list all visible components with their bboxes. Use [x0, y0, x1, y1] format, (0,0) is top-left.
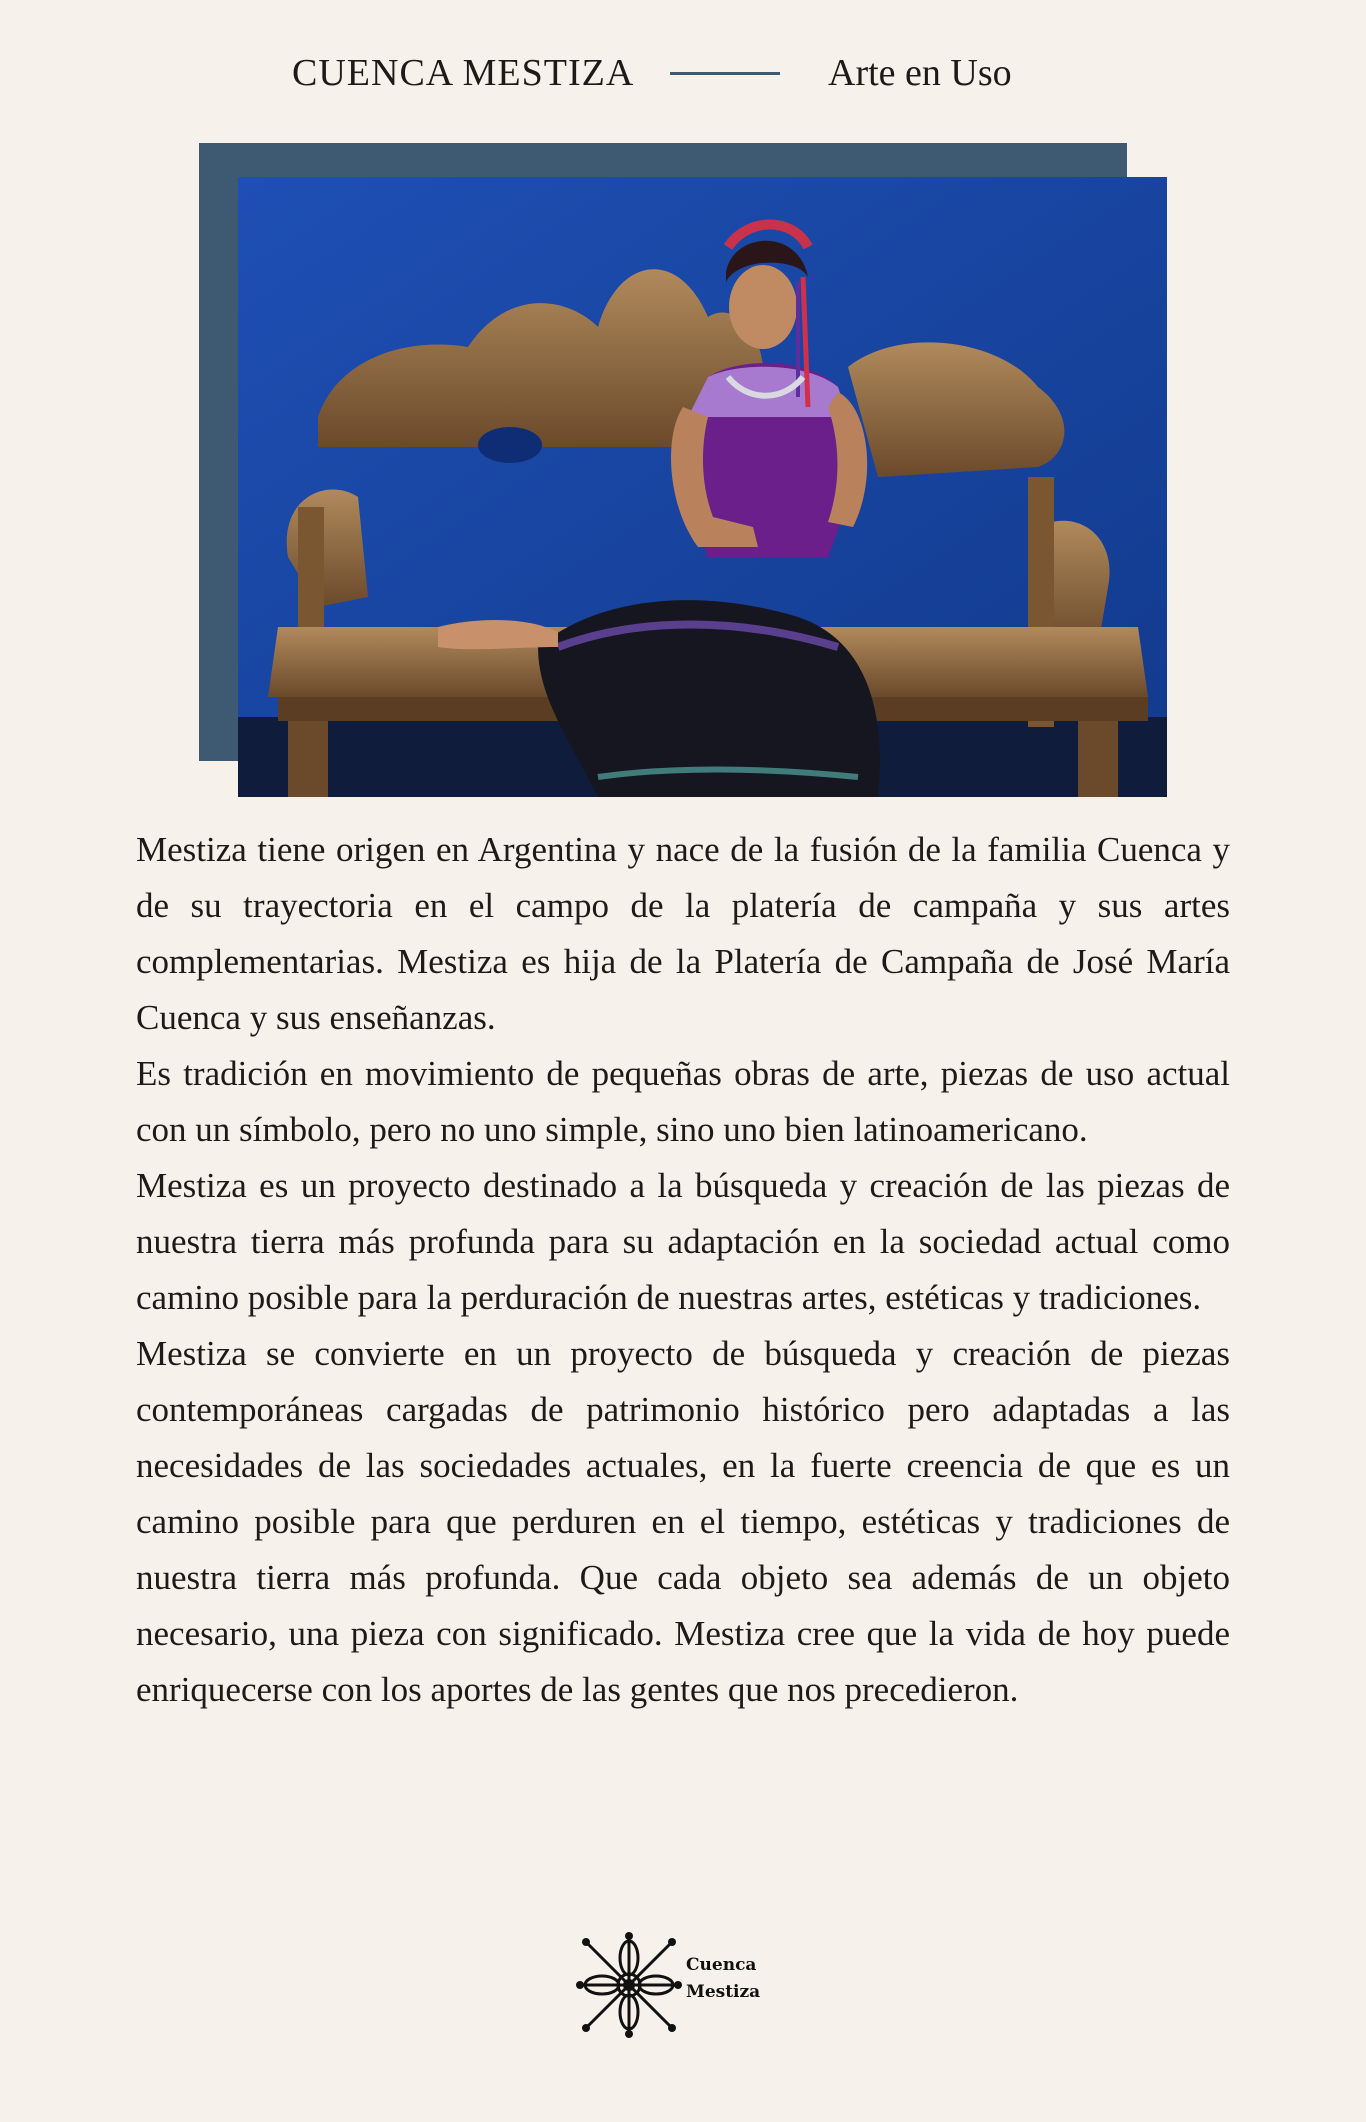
photo-woman-on-carved-bench-icon: [238, 177, 1167, 797]
paragraph-origin: Mestiza tiene origen en Argentina y nace de la fusión de la familia Cuenca y de su trayectoria en el campo de la platería de campaña y sus artes complementarias. Mestiza es hija de la Platería de Campaña de José María Cuenca y sus enseñanzas.: [136, 830, 1230, 1037]
paragraph-project: Mestiza es un proyecto destinado a la búsqueda y creación de las piezas de nuestra tierra más profunda para su adaptación en la sociedad actual como camino posible para la perduración de nuestras artes, estéticas y tradiciones.: [136, 1166, 1230, 1317]
hero-photo: [238, 177, 1167, 797]
brand-subtitle: Arte en Uso: [828, 52, 1012, 94]
paragraph-mission: Mestiza se convierte en un proyecto de búsqueda y creación de piezas contemporáneas cargadas de patrimonio histórico pero adaptadas a las necesidades de las sociedades actuales, en la fuerte creencia de que es un camino posible para que perduren en el tiempo, estéticas y tradiciones de nuestra tierra más profunda. Que cada objeto sea además de un objeto necesario, una pieza con significado. Mestiza cree que la vida de hoy puede enriquecerse con los aportes de las gentes que nos precedieron.: [136, 1334, 1230, 1709]
footer-logo: [574, 1928, 774, 2043]
paragraph-tradition: Es tradición en movimiento de pequeñas obras de arte, piezas de uso actual con un símbolo, pero no uno simple, sino uno bien latinoamericano.: [136, 1054, 1230, 1149]
star-flower-logo-icon: [574, 1928, 684, 2043]
logo-line-1: Cuenca: [686, 1955, 757, 1975]
brand-title: CUENCA MESTIZA: [292, 52, 635, 94]
header-divider: [670, 72, 780, 75]
logo-wordmark: [686, 1952, 760, 2006]
body-text: [136, 822, 1230, 1718]
logo-line-2: Mestiza: [686, 1982, 761, 2002]
page-header: [0, 48, 1366, 98]
